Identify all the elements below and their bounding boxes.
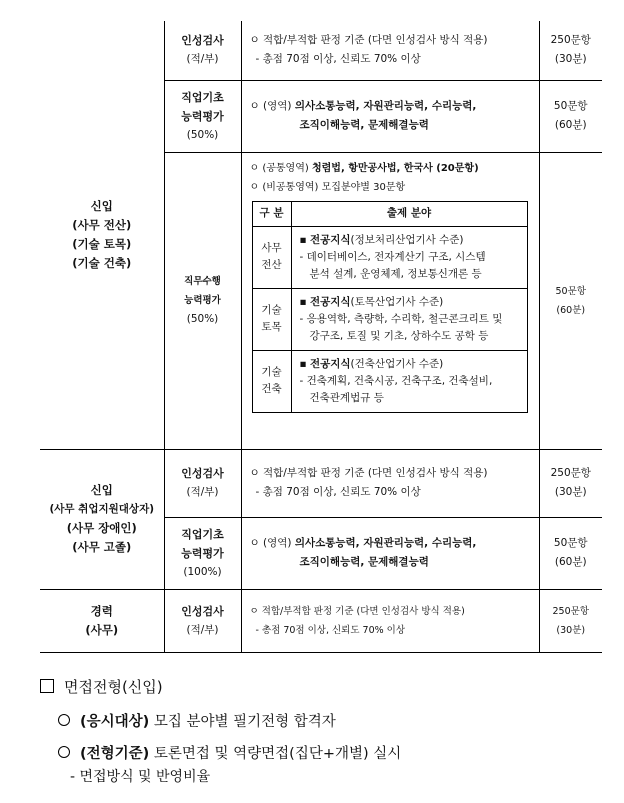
basic-ability-areas: ㅇ (영역) 의사소통능력, 자원관리능력, 수리능력, 조직이해능력, 문제해결능력	[241, 517, 539, 589]
group-newhire-tech: 신입 (사무 전산) (기술 토목) (기술 건축)	[40, 21, 164, 449]
group-career: 경력 (사무)	[40, 589, 164, 652]
table-row	[40, 21, 602, 80]
field-row-computing: 사무 전산 ▪ 전공지식(정보처리산업기사 수준) - 데이터베이스, 전자계산기 구조, 시스템 분석 설계, 운영체제, 정보통신개론 등	[252, 226, 527, 288]
personality-test-cell: 인성검사 (적/부)	[164, 21, 241, 80]
field-row-civil: 기술 토목 ▪ 전공지식(토목산업기사 수준) - 응용역학, 측량학, 수리학, 철근콘크리트 및 강구조, 토질 및 기초, 상하수도 공학 등	[252, 288, 527, 350]
personality-criteria: ㅇ 적합/부적합 판정 기준 (다면 인성검사 방식 적용) - 총점 70점 이상, 신뢰도 70% 이상	[241, 449, 539, 517]
criteria-bullet: (전형기준) 토론면접 및 역량면접(집단+개별) 실시	[58, 744, 401, 764]
circle-bullet-icon	[58, 714, 70, 726]
personality-count: 250문항 (30분)	[539, 21, 602, 80]
career-personality-criteria: ㅇ 적합/부적합 판정 기준 (다면 인성검사 방식 적용) - 총점 70점 이상, 신뢰도 70% 이상	[241, 589, 539, 652]
basic-ability-count: 50문항 (60분)	[539, 80, 602, 152]
table-row	[40, 449, 602, 517]
personality-criteria: ㅇ 적합/부적합 판정 기준 (다면 인성검사 방식 적용) - 총점 70점 이상, 신뢰도 70% 이상	[241, 21, 539, 80]
eligibility-bullet: (응시대상) 모집 분야별 필기전형 합격자	[58, 712, 336, 732]
interview-method-subline: - 면접방식 및 반영비율	[70, 769, 211, 785]
field-row-architecture: 기술 건축 ▪ 전공지식(건축산업기사 수준) - 건축계획, 건축시공, 건축구조, 건축설비, 건축관계법규 등	[252, 350, 527, 412]
job-ability-count: 50문항 (60분)	[539, 152, 602, 449]
job-ability-cell: 직무수행 능력평가 (50%)	[164, 152, 241, 449]
group-newhire-special: 신입 (사무 취업지원대상자) (사무 장애인) (사무 고졸)	[40, 449, 164, 589]
career-personality-count: 250문항 (30분)	[539, 589, 602, 652]
basic-ability-count: 50문항 (60분)	[539, 517, 602, 589]
job-field-table	[252, 201, 528, 413]
circle-bullet-icon	[58, 746, 70, 758]
field-header: 구 분	[252, 201, 291, 226]
area-header: 출제 분야	[291, 201, 527, 226]
exam-table	[40, 21, 602, 653]
career-personality-cell: 인성검사 (적/부)	[164, 589, 241, 652]
basic-ability-areas: ㅇ (영역) 의사소통능력, 자원관리능력, 수리능력, 조직이해능력, 문제해결능력	[241, 80, 539, 152]
square-bullet-icon	[40, 679, 54, 693]
personality-count: 250문항 (30분)	[539, 449, 602, 517]
table-row	[40, 589, 602, 652]
basic-ability-cell: 직업기초 능력평가 (50%)	[164, 80, 241, 152]
job-ability-content: ㅇ (공통영역) 청렴법, 항만공사법, 한국사 (20문항) ㅇ (비공통영역) 모집분야별 30문항 구 분 출제 분야 사무 전산 ▪ 전공지식(정보처리산업기사 수준) - 데이터베이스, 전자계산기 구조, 시스템 분석 설계, 운영체제, 정보통신개론 등 기술 토목 ▪ 전공지식(토목산업기사 수준) - 응용역학, 측량학, 수리학, 철근콘크리트 및 강구조, 토질 및 기초, 상하수도 공학 등 기술 건축 ▪ 전공지식(건축산업기사 수준) - 건축계획, 건축시공, 건축구조, 건축설비, 건축관계법규 등	[241, 152, 539, 449]
personality-test-cell: 인성검사 (적/부)	[164, 449, 241, 517]
basic-ability-cell: 직업기초 능력평가 (100%)	[164, 517, 241, 589]
interview-section-heading: 면접전형(신입)	[40, 677, 163, 697]
